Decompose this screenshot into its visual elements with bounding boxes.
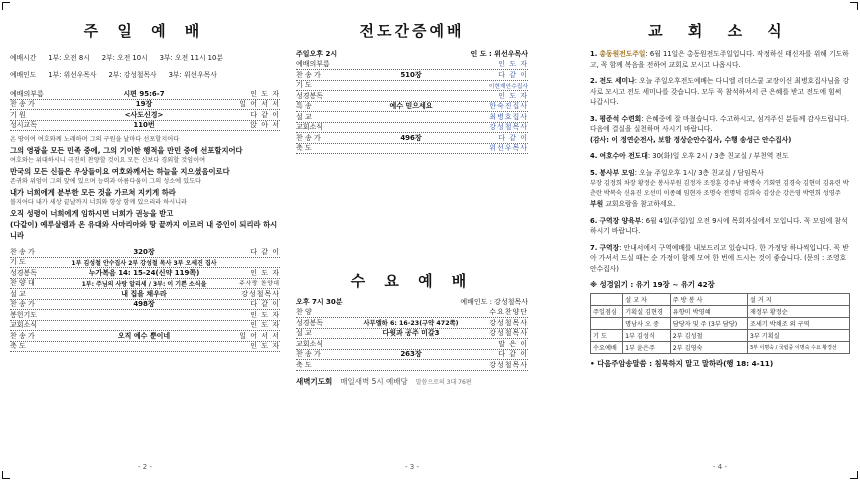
order-label: 기 도 [10,258,26,267]
reading-intro: 온 땅이여 여호와께 노래하며 그의 구원을 날마다 선포할지어다 [10,136,180,143]
table-cell: 1부 윤은주 [623,342,671,354]
order-label: 예배의부름 [10,89,44,98]
order-label: 찬 송 가 [10,300,35,309]
order-content: 496장 [400,133,422,142]
wednesday-order [296,308,528,371]
news-title: 구역장 [599,243,620,252]
order-role: 다 같 이 [250,247,280,256]
service-time-3: 3부: 오전 11시 10분 [159,53,223,62]
service-leader-1: 1부: 위선우목사 [48,70,97,79]
order-role: 다 같 이 [250,300,280,309]
news-text: : 안내서에서 구역예배를 내보드리고 있습니다. 한 가정당 하나씩입니다. 꼭 받아 가셔서 드실 때는 순 가정이 함께 모여 한 번에 드시는 것이 좋습니다. (문의 : 조영호안수집사) [590,243,849,273]
order-content: 19장 [135,100,153,109]
news-item [590,76,850,108]
order-role: 인 도 자 [250,342,280,351]
order-row [296,60,528,71]
order-content: 오직 예수 뿐이네 [117,331,171,340]
memory-verse: • 다음주암송말씀 : 침묵하지 말고 말하라(행 18: 4-11) [590,359,774,368]
order-role: 강성철목사 [241,289,280,298]
order-row [296,318,528,329]
order-of-worship-2 [10,247,280,352]
order-label: 축 도 [10,342,26,351]
table-cell: 기획실 김현경 [623,306,671,318]
table-header: 주 방 봉 사 [670,294,747,306]
table-cell: 수요예배 [591,342,623,354]
news-title: 전도 세미나 [599,77,635,85]
order-label: 축 도 [296,144,312,153]
order-content: 320장 [133,247,155,256]
reading-line: 오직 성령이 너희에게 임하시면 너희가 권능을 받고 [10,209,174,218]
order-label: 예배의부름 [296,60,330,69]
table-cell: 재정부 황정순 [747,306,849,318]
table-cell: 3부 기획실 [747,330,849,342]
order-content: 예수 믿으세요 [389,102,433,111]
table-header-row [591,294,850,306]
evangelism-header [296,49,528,60]
table-cell: 1부 김성식 [623,330,671,342]
wednesday-leader: 예배인도 : 강성철목사 [460,298,528,307]
reading-line: 그의 영광을 모든 민족 중에, 그의 기이한 행적을 만민 중에 선포할지어다 [10,146,243,155]
order-role: 최병호집사 [489,112,528,121]
table-cell: 기 도 [591,330,623,342]
order-content: 다윗과 공주 미갈3 [382,329,440,338]
page-number: - 4 - [713,463,727,471]
crop-mark [850,2,858,10]
service-leader-row [10,68,280,79]
news-list [590,49,850,274]
order-label: 설 교 [296,329,312,338]
order-role: 인 도 자 [250,310,280,319]
reading-line-small: 여호와는 위대하시니 극진히 찬양할 것이요 모든 신보다 경외할 것임이여 [10,157,206,164]
table-header: 설 거 지 [747,294,849,306]
order-label: 찬 송 가 [296,350,321,359]
order-row [10,300,280,311]
dawn-prayer-label: 새벽기도회 [296,377,333,387]
order-content: 시편 95:6-7 [123,89,165,98]
table-cell: 명남사 오 중 [623,318,671,330]
news-item [590,199,850,210]
service-time-label: 예배시간 [10,53,37,62]
order-row [10,121,280,132]
page-3 [296,0,528,481]
dawn-prayer-time: 매일새벽 5시 예배당 [340,377,408,387]
news-text: : 오늘 주일오후전도예배는 다니엘 리더스쿨 교장이신 최병호집사님을 강사로 모시고 전도 세미나를 갖습니다. 모두 꼭 참석하셔서 큰 은혜를 받고 전도에 힘써 나갑시다. [590,77,850,106]
evangelism-time: 주일오후 2시 [296,50,338,59]
order-role: 주사랑 찬양대 [239,281,280,288]
table-cell [591,318,623,330]
evangelism-order [296,60,528,155]
news-number: 1. [590,50,598,58]
news-item [590,114,850,135]
order-role: 인 도 자 [250,268,280,277]
news-number: 6. [590,216,598,225]
order-row [10,258,280,269]
order-role: 인 도 자 [498,91,528,100]
table-row [591,342,850,354]
order-role: 강성철목사 [489,360,528,369]
order-of-worship-1 [10,89,280,131]
news-item [590,49,850,70]
order-label: 찬 송 가 [10,100,35,109]
order-label: 봉헌기도 [10,310,38,319]
news-title: 구역장 양육부 [599,216,642,225]
page-2-title: 주 일 예 배 [83,22,207,40]
order-label: 설 교 [296,112,312,121]
crop-mark [2,2,10,10]
order-label: 특 송 [296,102,312,111]
news-number: 2. [590,77,598,85]
table-cell: 2부 김영숙 [670,342,747,354]
news-text: (감사: 이 정연순전사, 보함 정상순안수집사, 수행 송성근 안수집사) [590,135,792,144]
table-row [591,318,850,330]
news-text: : 30(화)일 오후 2시 / 3층 친교실 / 부천역 전도 [647,152,789,160]
page-4-title: 교 회 소 식 [648,22,792,40]
duty-table [590,293,850,354]
service-leader-3: 3부: 위선우목사 [168,70,217,79]
news-item [590,243,850,275]
crop-mark [2,471,10,479]
order-row [296,81,528,92]
news-number: 3. [590,114,598,123]
order-row [10,331,280,342]
news-number: 7. [590,243,598,252]
order-row [296,308,528,319]
wednesday-title: 수 요 예 배 [350,272,474,290]
service-leader-2: 2부: 강성철목사 [108,70,157,79]
order-row [10,321,280,332]
table-cell: 2부 김성철 [670,330,747,342]
order-content: 1부 김성철 안수집사 2부 강성철 목사 3부 오세진 집사 [71,259,217,267]
order-role: 이현재안수집사 [488,83,528,90]
order-role: 다 같 이 [498,350,528,359]
order-label: 축 도 [296,360,312,369]
order-row [10,279,280,290]
order-role: 강성철목사 [489,318,528,327]
order-label: 성경봉독 [10,268,38,277]
reading-line-final: (다같이) 예루살렘과 온 유대와 사마리아와 땅 끝까지 이르러 내 증인이 되리라 하시니라 [10,220,278,240]
order-label: 교회소식 [296,339,324,348]
news-text: : 은혜중에 잘 마쳤습니다. 수고하시고, 섬겨주신 분들께 감사드립니다. 다음에 결실을 실천하며 사시기 바랍니다. [590,114,849,133]
page-3-title: 전도간증예배 [359,22,465,40]
table-header: 설 교 자 [623,294,671,306]
order-role: 다 같 이 [498,70,528,79]
order-role: 강성철목사 [489,123,528,132]
order-row [10,268,280,279]
wednesday-header [296,297,528,308]
order-content: 내 집을 채우라 [121,289,167,298]
order-row [296,123,528,134]
order-row [296,329,528,340]
order-row [10,110,280,121]
order-label: 찬 양 대 [10,279,35,288]
order-content: 510장 [400,70,422,79]
page-4 [590,0,850,481]
order-label: 찬 송 가 [296,70,321,79]
page-2 [10,0,280,481]
order-role: 다 같 이 [250,110,280,119]
order-label: 교회소식 [10,321,38,330]
order-row [10,342,280,353]
table-header [591,294,623,306]
order-role: 인 도 자 [498,60,528,69]
order-label: 기 도 [296,81,312,90]
order-row [296,350,528,361]
page-number: - 2 - [138,463,152,471]
order-role: 강성철목사 [489,329,528,338]
order-label: 성경봉독 [296,318,324,327]
order-role: 일 어 서 서 [239,331,280,340]
order-role: 인 도 자 [250,89,280,98]
order-row [296,91,528,102]
order-row [296,133,528,144]
order-row [296,144,528,155]
order-row [10,100,280,111]
table-row [591,330,850,342]
news-title: 여호수아 전도대 [599,152,648,160]
order-role: 말 은 이 [498,339,528,348]
evangelism-leader: 인 도 : 위선우목사 [470,50,528,59]
service-times [10,51,280,79]
reading-line: 만국의 모든 신들은 우상들이요 여호와께서는 하늘을 지으셨음이로다 [10,167,230,176]
order-content: 누가복음 14: 15-24(신약 119쪽) [88,268,200,277]
order-label: 교회소식 [296,123,324,132]
table-cell: 주일점심 [591,306,623,318]
news-text: 부장 김정희 차장 황정순 봉사부원 김정자 조정훈 강주남 곽명숙 기회연 김경숙 김현미 김유련 박춘란 박복숙 신유진 오선미 이종혜 임현자 조명숙 전명덕 김희숙 김상순 강은영 박연희 성영주 [590,180,849,197]
order-row [10,289,280,300]
dawn-prayer-note: 말씀으로의 3대 76편 [415,379,472,387]
table-cell: 담당자 및 주 (3부 담당) [670,318,747,330]
order-content: 110번 [133,121,155,130]
table-cell: 3부 이명숙 / 국립중 이명숙 수요 황경선 [747,342,849,354]
news-title: 부원 [590,200,604,208]
news-item [590,151,850,162]
order-row [10,89,280,100]
order-role: 일 어 서 서 [239,100,280,109]
news-title: 봉사부 모임 [599,168,635,177]
order-label: 찬 양 [296,308,312,317]
news-text: : 6월 11일은 총동원전도주일입니다. 작정하신 태신자를 위해 기도하고, 꼭 함께 복음을 전하여 교회로 모시고 나옵시다. [590,50,849,69]
order-role: 위선우목사 [489,144,528,153]
news-item [590,179,850,198]
crop-mark [850,471,858,479]
service-time-1: 1부: 오전 8시 [48,53,90,62]
order-label: 찬 송 가 [10,331,35,340]
order-content: 263장 [400,350,422,359]
order-label: 성경봉독 [296,91,324,100]
order-row [10,310,280,321]
order-role: 다 같 이 [498,133,528,142]
order-role: 수요찬양단 [489,308,528,317]
service-leader-label: 예배인도 [10,70,37,79]
service-time-row [10,51,280,62]
order-label: 찬 송 가 [10,247,35,256]
news-number: 5. [590,168,598,177]
reading-line: 내가 너희에게 분부한 모든 것을 가르쳐 지키게 하라 [10,188,176,197]
wednesday-time: 오후 7시 30분 [296,298,343,307]
order-row [296,102,528,113]
order-role: 인 도 자 [250,321,280,330]
order-content: 498장 [133,300,155,309]
order-row [296,112,528,123]
reading-line-small: 존귀와 위엄이 그의 앞에 있으며 능력과 아름다움이 그의 성소에 있도다 [10,178,202,185]
page-number: - 3 - [405,463,419,471]
order-row [296,360,528,371]
responsive-reading [10,135,280,241]
service-time-2: 2부: 오전 10시 [101,53,148,62]
news-text: 교회요람을 참고하세요. [605,200,676,208]
order-content: 사무엘하 6: 16-23(구약 472쪽) [363,320,459,328]
dawn-prayer [296,377,528,388]
order-row [296,70,528,81]
order-content: 1부: 주님의 사랑 알리세 / 3부: 이 기쁜 소식을 [81,280,207,288]
table-cell: 조세기 박채조 외 구역 [747,318,849,330]
order-role: 앉 아 서 [250,121,280,130]
reading-line-small: 볼지어다 내가 세상 끝날까지 너희와 항상 함께 있으리라 하시니라 [10,199,188,206]
news-title: 평준석 수련회 [599,114,642,123]
order-label: 기 원 [10,110,26,119]
order-row [10,247,280,258]
order-label: 설 교 [10,289,26,298]
order-role: 한숙진집사 [489,102,528,111]
order-label: 찬 송 가 [296,133,321,142]
news-text: : 6월 4일(주일)일 오전 9시에 목회자실에서 모입니다. 꼭 모임에 참석하시기 바랍니다. [590,216,848,235]
table-row [591,306,850,318]
news-number: 4. [590,152,598,160]
order-content: <사도신경> [124,110,164,119]
order-row [296,339,528,350]
news-item [590,216,850,237]
news-title: 총동원전도주일 [599,50,646,58]
news-item [590,135,850,146]
bible-reading: ※ 성경읽기 : 유기 19장 ~ 유기 42장 [590,280,715,289]
table-cell: 유향미 박영혜 [670,306,747,318]
news-item [590,168,850,179]
news-text: : 오늘 주일오후 1시/ 3층 친교실 / 담임목사 [634,168,764,177]
order-label: 성시교독 [10,121,38,130]
